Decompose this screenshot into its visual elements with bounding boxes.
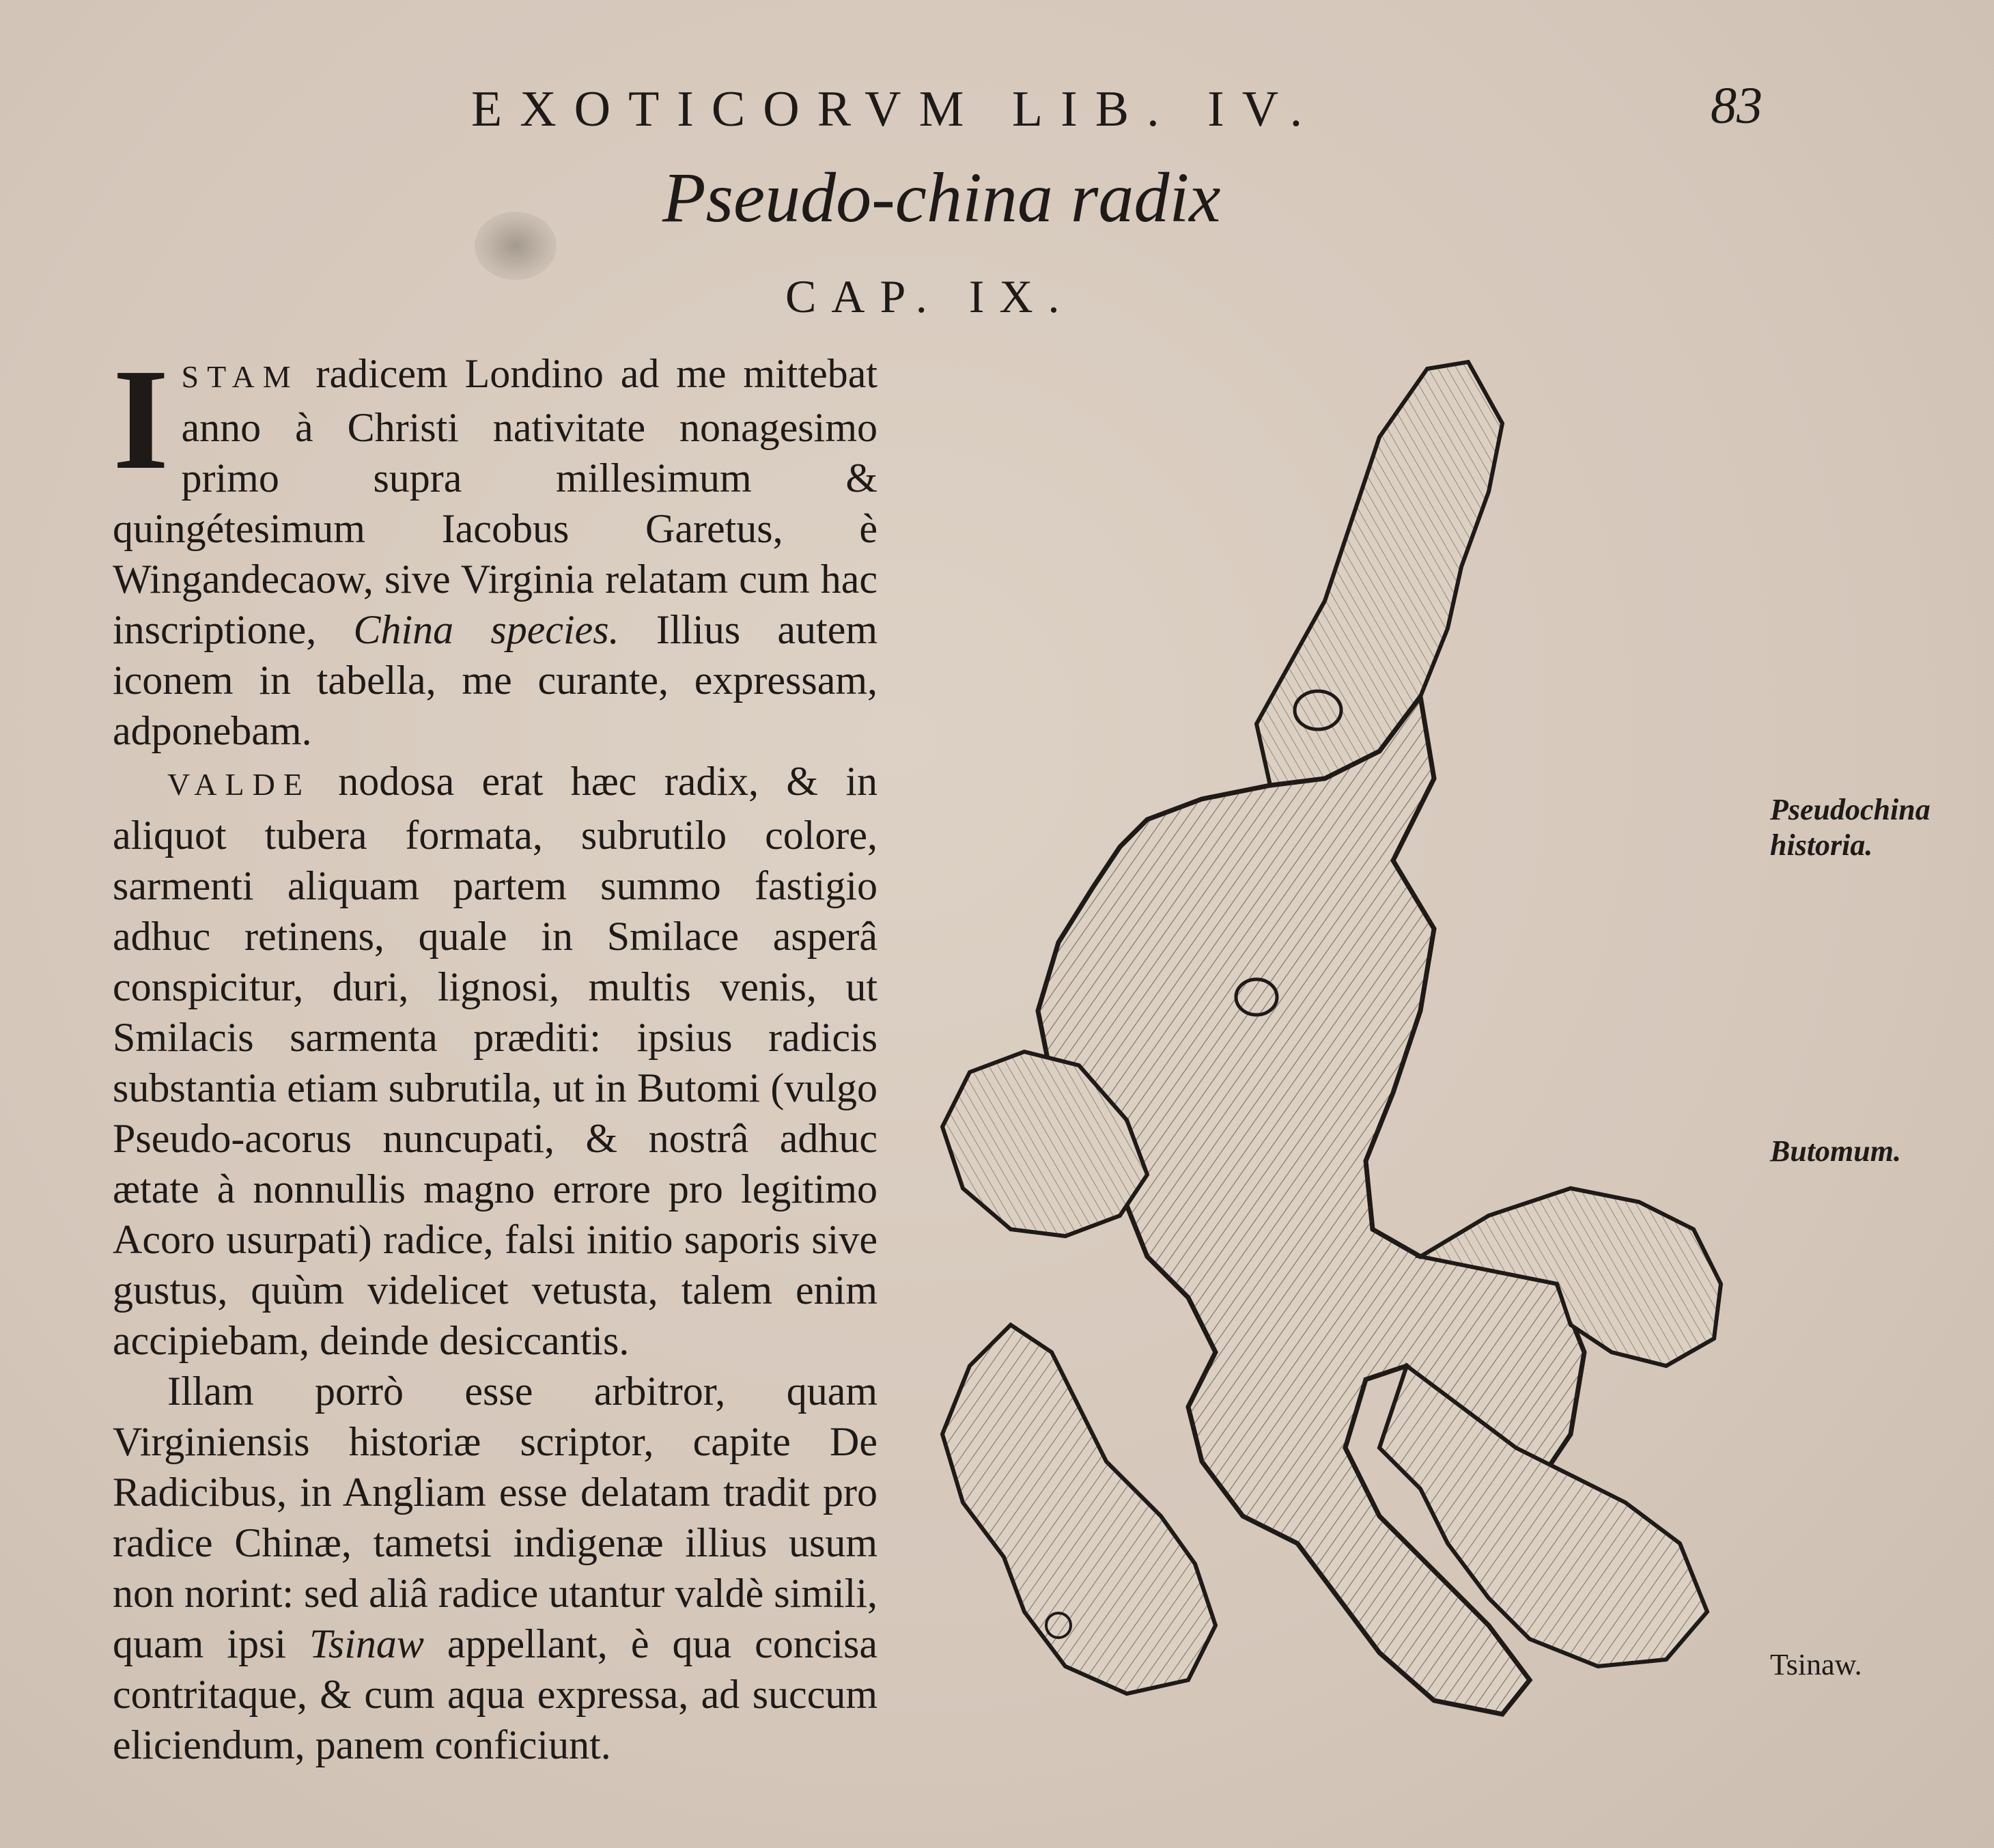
page-number: 83 <box>1711 77 1763 135</box>
paragraph-2 <box>113 756 877 1366</box>
paragraph-3-text-b: appellant, è qua concisa contritaque, & cum aqua expressa, ad succum eliciendum, panem conficiunt. <box>113 1621 877 1767</box>
chapter-number: CAP. IX. <box>785 270 1075 322</box>
margin-note-pseudochina-line1: Pseudochina <box>1770 793 1930 826</box>
paper-stain <box>475 212 557 280</box>
body-text <box>113 339 877 1770</box>
root-woodcut-illustration <box>901 341 1755 1755</box>
margin-note-pseudochina <box>1770 792 1930 863</box>
paragraph-3 <box>113 1366 877 1770</box>
margin-note-pseudochina-line2: historia. <box>1770 828 1873 862</box>
paragraph-3-italic: Tsinaw <box>286 1621 424 1666</box>
paragraph-1-text-a: radicem Londino ad me mittebat anno à Christi nativitate nonagesimo primo supra millesimum & quingétesimum Iacobus Garetus, è Wingandecaow, sive Virginia relatam cum hac inscriptione, <box>113 351 877 652</box>
paragraph-3-text-a: Illam porrò esse arbitror, quam Virginiensis historiæ scriptor, capite De Radicibus, in Angliam esse delatam tradit pro radice Chinæ, tametsi indigenæ illius usum non norint: sed aliâ radice utantur valdè simili, quam ipsi <box>113 1369 877 1666</box>
paragraph-2-smallcaps: VALDE <box>167 767 311 802</box>
paragraph-1-italic: China species. <box>316 607 619 652</box>
drop-cap: I <box>113 339 169 499</box>
paragraph-1-text-b: Illius autem iconem in tabella, me curante, expressam, adponebam. <box>113 607 877 753</box>
running-head: EXOTICORVM LIB. IV. <box>471 81 1321 137</box>
lead-smallcaps: STAM <box>181 359 299 394</box>
margin-note-butomum: Butomum. <box>1770 1134 1901 1168</box>
margin-note-tsinaw: Tsinaw. <box>1770 1648 1862 1681</box>
chapter-title: Pseudo-china radix <box>662 158 1221 237</box>
paragraph-1 <box>113 339 877 756</box>
paragraph-2-text: nodosa erat hæc radix, & in aliquot tubera formata, subrutilo colore, sarmenti aliquam partem summo fastigio adhuc retinens, quale in Smilace asperâ conspicitur, duri, lignosi, multis venis, ut Smilacis sarmenta præditi: ipsius radicis substantia etiam subrutila, ut in Butomi (vulgo Pseudo-acorus nuncupati, & nostrâ adhuc ætate à nonnullis magno errore pro legitimo Acoro usurpati) radice, falsi initio saporis sive gustus, quùm videlicet vetusta, talem enim accipiebam, deinde desiccantis. <box>113 759 877 1363</box>
